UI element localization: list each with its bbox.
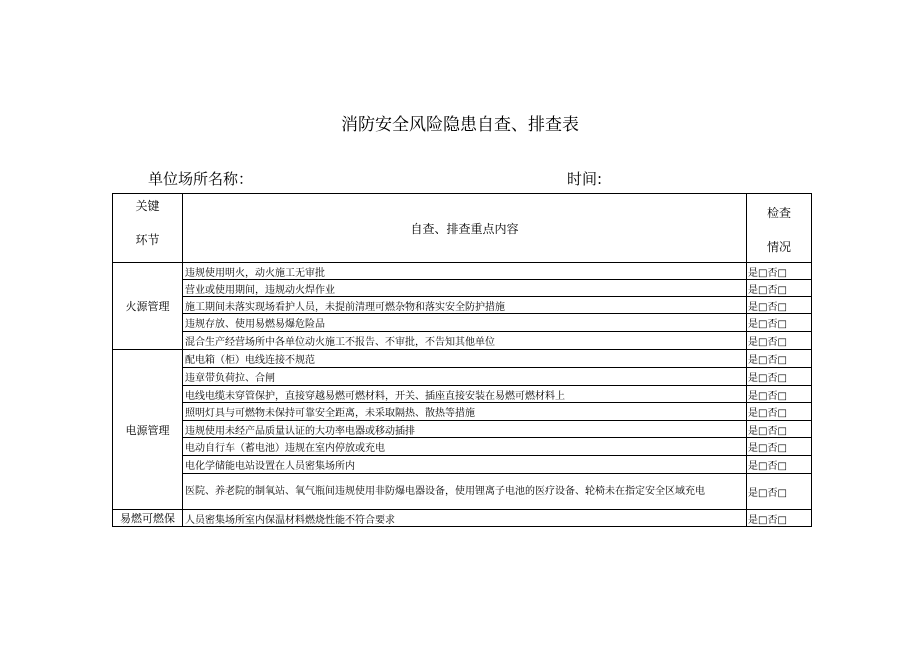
table-row bbox=[113, 403, 812, 421]
table-row bbox=[113, 456, 812, 474]
category-flammable-insulation: 易燃可燃保 bbox=[113, 510, 183, 527]
check-yes-no[interactable]: 是□否□ bbox=[747, 456, 812, 474]
item-text: 电动自行车（蓄电池）违规在室内停放或充电 bbox=[183, 438, 747, 456]
category-fire-source: 火源管理 bbox=[113, 263, 183, 350]
table-row bbox=[113, 421, 812, 438]
check-yes-no[interactable]: 是□否□ bbox=[747, 421, 812, 438]
item-text: 施工期间未落实现场看护人员，未提前清理可燃杂物和落实安全防护措施 bbox=[183, 297, 747, 314]
header-check-status bbox=[747, 194, 812, 263]
check-yes-no[interactable]: 是□否□ bbox=[747, 297, 812, 314]
check-yes-no[interactable]: 是□否□ bbox=[747, 332, 812, 350]
check-yes-no[interactable]: 是□否□ bbox=[747, 403, 812, 421]
item-text: 人员密集场所室内保温材料燃烧性能不符合要求 bbox=[183, 510, 747, 527]
check-yes-no[interactable]: 是□否□ bbox=[747, 280, 812, 297]
page-title: 消防安全风险隐患自查、排查表 bbox=[341, 115, 579, 135]
item-text: 电线电缆未穿管保护，直接穿越易燃可燃材料，开关、插座直接安装在易燃可燃材料上 bbox=[183, 386, 747, 403]
item-text: 配电箱（柜）电线连接不规范 bbox=[183, 350, 747, 368]
check-yes-no[interactable]: 是□否□ bbox=[747, 368, 812, 386]
check-yes-no[interactable]: 是□否□ bbox=[747, 350, 812, 368]
check-yes-no[interactable]: 是□否□ bbox=[747, 386, 812, 403]
category-power-source: 电源管理 bbox=[113, 350, 183, 510]
check-yes-no[interactable]: 是□否□ bbox=[747, 263, 812, 280]
inspection-table bbox=[112, 193, 812, 527]
header-check-line1: 检查 bbox=[766, 205, 791, 220]
item-text: 违规存放、使用易燃易爆危险品 bbox=[183, 314, 747, 332]
table-row bbox=[113, 510, 812, 527]
item-text: 混合生产经营场所中各单位动火施工不报告、不审批，不告知其他单位 bbox=[183, 332, 747, 350]
table-row bbox=[113, 263, 812, 280]
check-yes-no[interactable]: 是□否□ bbox=[747, 474, 812, 510]
header-content: 自查、排查重点内容 bbox=[183, 194, 747, 263]
check-yes-no[interactable]: 是□否□ bbox=[747, 438, 812, 456]
table-row bbox=[113, 386, 812, 403]
check-yes-no[interactable]: 是□否□ bbox=[747, 510, 812, 527]
header-key-link-line2: 环节 bbox=[135, 233, 160, 247]
header-key-link-line1: 关键 bbox=[135, 199, 160, 213]
table-row bbox=[113, 297, 812, 314]
unit-name-label: 单位场所名称： bbox=[148, 170, 254, 188]
check-yes-no[interactable]: 是□否□ bbox=[747, 314, 812, 332]
item-text: 违规使用明火，动火施工无审批 bbox=[183, 263, 747, 280]
item-text: 照明灯具与可燃物未保持可靠安全距离，未采取隔热、散热等措施 bbox=[183, 403, 747, 421]
time-label: 时间: bbox=[567, 170, 603, 188]
table-row bbox=[113, 314, 812, 332]
header-key-link bbox=[113, 194, 183, 263]
table-header-row bbox=[113, 194, 812, 263]
table-row bbox=[113, 438, 812, 456]
table-row bbox=[113, 332, 812, 350]
table-row bbox=[113, 350, 812, 368]
item-text: 违规使用未经产品质量认证的大功率电器或移动插排 bbox=[183, 421, 747, 438]
table-row bbox=[113, 368, 812, 386]
header-check-line2: 情况 bbox=[766, 239, 791, 254]
table-row bbox=[113, 280, 812, 297]
item-text: 营业或使用期间，违规动火焊作业 bbox=[183, 280, 747, 297]
item-text: 违章带负荷拉、合闸 bbox=[183, 368, 747, 386]
table-row bbox=[113, 474, 812, 510]
item-text: 电化学储能电站设置在人员密集场所内 bbox=[183, 456, 747, 474]
item-text: 医院、养老院的制氧站、氧气瓶间违规使用非防爆电器设备，使用锂离子电池的医疗设备、轮椅未在指定安全区域充电 bbox=[183, 474, 747, 510]
